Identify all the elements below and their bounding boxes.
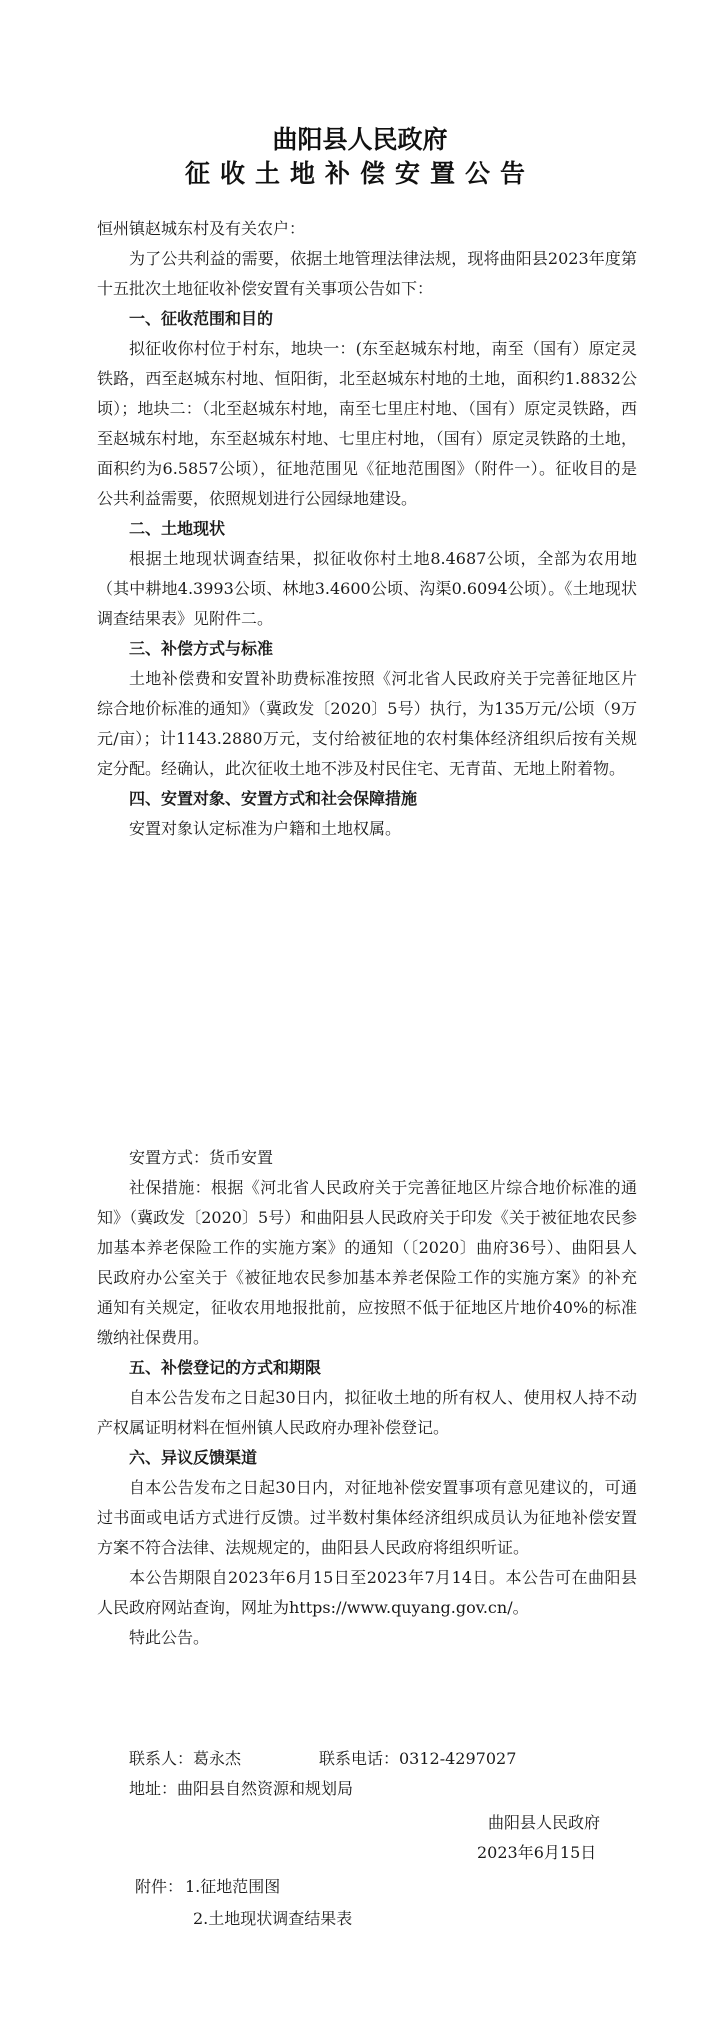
section-2-body: 根据土地现状调查结果，拟征收你村土地8.4687公顷，全部为农用地（其中耕地4.3993公顷、林地3.4600公顷、沟渠0.6094公顷）。《土地现状调查结果表》见附件二。	[97, 549, 637, 628]
section-6-body: 自本公告发布之日起30日内，对征地补偿安置事项有意见建议的，可通过书面或电话方式进行反馈。过半数村集体经济组织成员认为征地补偿安置方案不符合法律、法规规定的，曲阳县人民政府将组织听证。	[97, 1478, 637, 1557]
section-3-heading: 三、补偿方式与标准	[129, 639, 274, 658]
contact-address: 地址：曲阳县自然资源和规划局	[129, 1779, 354, 1798]
section-1-body: 拟征收你村位于村东，地块一：(东至赵城东村地，南至（国有）原定灵铁路，西至赵城东村地、恒阳街，北至赵城东村地的土地，面积约1.8832公顷）；地块二：（北至赵城东村地，南至七里庄村地、（国有）原定灵铁路，西至赵城东村地，东至赵城东村地、七里庄村地，（国有）原定灵铁路的土地，面积约为6.5857公顷），征地范围见《征地范围图》（附件一）。征收目的是公共利益需要，依照规划进行公园绿地建设。	[97, 339, 637, 508]
document-title: 征收土地补偿安置公告	[184, 159, 535, 188]
main-body-lower	[97, 1143, 637, 1653]
social-security-measures: 社保措施：根据《河北省人民政府关于完善征地区片综合地价标准的通知》（冀政发〔2020〕5号）和曲阳县人民政府关于印发《关于被征地农民参加基本养老保险工作的实施方案》的通知（〔2020〕曲府36号）、曲阳县人民政府办公室关于《被征地农民参加基本养老保险工作的实施方案》的补充通知有关规定，征收农用地报批前，应按照不低于征地区片地价40%的标准缴纳社保费用。	[97, 1178, 637, 1347]
document-title-issuer: 曲阳县人民政府	[272, 125, 448, 154]
attachment-item-2: 2.土地现状调查结果表	[193, 1909, 353, 1928]
section-1-heading: 一、征收范围和目的	[129, 309, 274, 328]
section-2-heading: 二、土地现状	[129, 519, 226, 538]
contact-phone: 联系电话：0312-4297027	[319, 1749, 517, 1768]
intro-paragraph: 为了公共利益的需要，依据土地管理法律法规，现将曲阳县2023年度第十五批次土地征收补偿安置有关事项公告如下：	[97, 249, 637, 298]
section-4-heading: 四、安置对象、安置方式和社会保障措施	[129, 789, 418, 808]
closing-statement: 特此公告。	[129, 1628, 210, 1647]
settlement-method: 安置方式：货币安置	[129, 1148, 274, 1167]
section-3-body: 土地补偿费和安置补助费标准按照《河北省人民政府关于完善征地区片综合地价标准的通知》（冀政发〔2020〕5号）执行，为135万元/公顷（9万元/亩）；计1143.2880万元，支付给被征地的农村集体经济组织后按有关规定分配。经确认，此次征收土地不涉及村民住宅、无青苗、无地上附着物。	[97, 669, 637, 778]
section-5-body: 自本公告发布之日起30日内，拟征收土地的所有权人、使用权人持不动产权属证明材料在恒州镇人民政府办理补偿登记。	[97, 1388, 637, 1437]
contact-person: 联系人：葛永杰	[129, 1749, 242, 1768]
signature-date: 2023年6月15日	[477, 1843, 597, 1862]
attachment-item-1: 1.征地范围图	[185, 1877, 281, 1896]
signature-org: 曲阳县人民政府	[488, 1813, 601, 1832]
main-body-upper	[97, 214, 637, 844]
attachments-label: 附件：	[135, 1877, 184, 1896]
announcement-period: 本公告期限自2023年6月15日至2023年7月14日。本公告可在曲阳县人民政府网站查询，网址为https://www.quyang.gov.cn/。	[97, 1568, 637, 1617]
section-4-body: 安置对象认定标准为户籍和土地权属。	[129, 819, 402, 838]
section-6-heading: 六、异议反馈渠道	[129, 1448, 258, 1467]
section-5-heading: 五、补偿登记的方式和期限	[129, 1358, 322, 1377]
addressee: 恒州镇赵城东村及有关农户：	[97, 219, 306, 238]
